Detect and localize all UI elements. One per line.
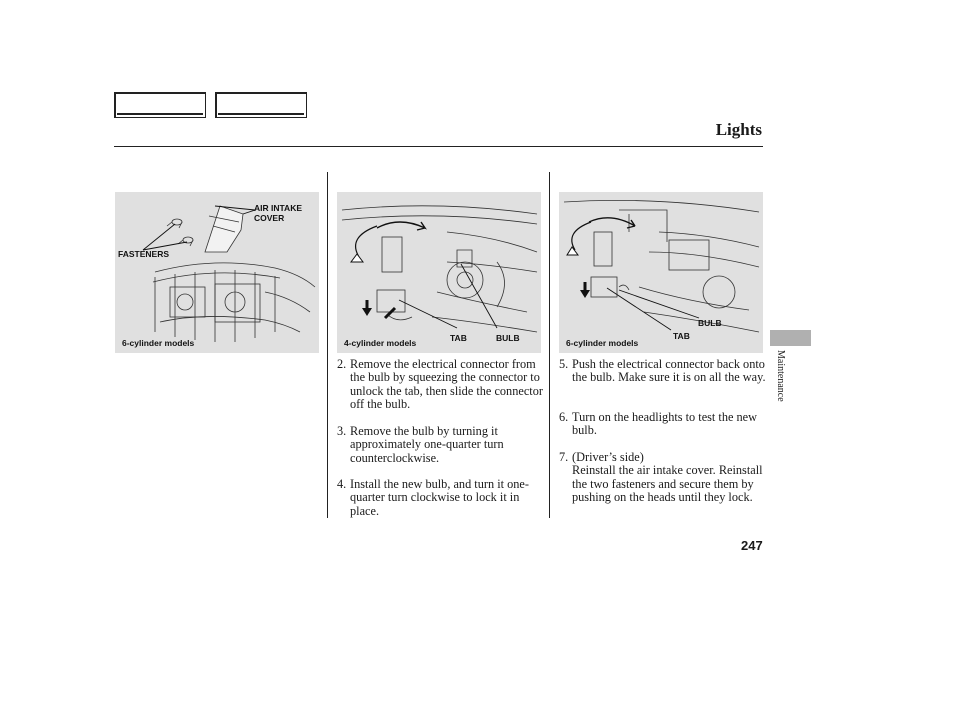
previous-page-button[interactable] [114,92,206,118]
tab-label: TAB [450,333,467,343]
figure-caption: 6-cylinder models [566,338,639,348]
tab-label: TAB [673,331,690,341]
figure-caption: 6-cylinder models [122,338,195,348]
figure-air-intake-cover [115,192,319,353]
step-number: 3. [337,424,347,438]
step-text: Turn on the headlights to test the new bulb. [572,410,758,438]
section-label: Maintenance [775,350,786,402]
title-divider [114,146,763,147]
figure-4-cylinder-bulb [337,192,541,353]
step-text: Install the new bulb, and turn it one-quarter turn clockwise to lock it in place. [350,477,529,518]
bulb-label: BULB [698,318,722,328]
step-number: 7. [559,450,569,464]
step-number: 6. [559,410,569,424]
step-number: 5. [559,357,569,371]
step-text: Remove the bulb by turning it approximately one-quarter turn counterclockwise. [350,424,504,465]
step-number: 4. [337,477,347,491]
step-text: Remove the electrical connector from the bulb by squeezing the connector to unlock the tab, then slide the connector off the bulb. [350,357,543,412]
step-number: 2. [337,357,347,371]
column-divider-1 [327,172,328,518]
page-title: Lights [715,120,762,139]
page-number: 247 [741,538,763,553]
engine-illustration-middle [337,192,541,353]
next-page-button[interactable] [215,92,307,118]
section-tab-marker[interactable] [770,330,811,346]
figure-6-cylinder-bulb [559,192,763,353]
figure-caption: 4-cylinder models [344,338,417,348]
bulb-label: BULB [496,333,520,343]
column-divider-2 [549,172,550,518]
step-text: (Driver’s side) Reinstall the air intake cover. Reinstall the two fasteners and secure them by pushing on the heads until they lock. [572,450,763,505]
step-text: Push the electrical connector back onto the bulb. Make sure it is on all the way. [572,357,766,385]
air-intake-cover-label: AIR INTAKE COVER [254,203,303,223]
engine-illustration-right [559,192,763,353]
fasteners-label: FASTENERS [118,249,170,259]
